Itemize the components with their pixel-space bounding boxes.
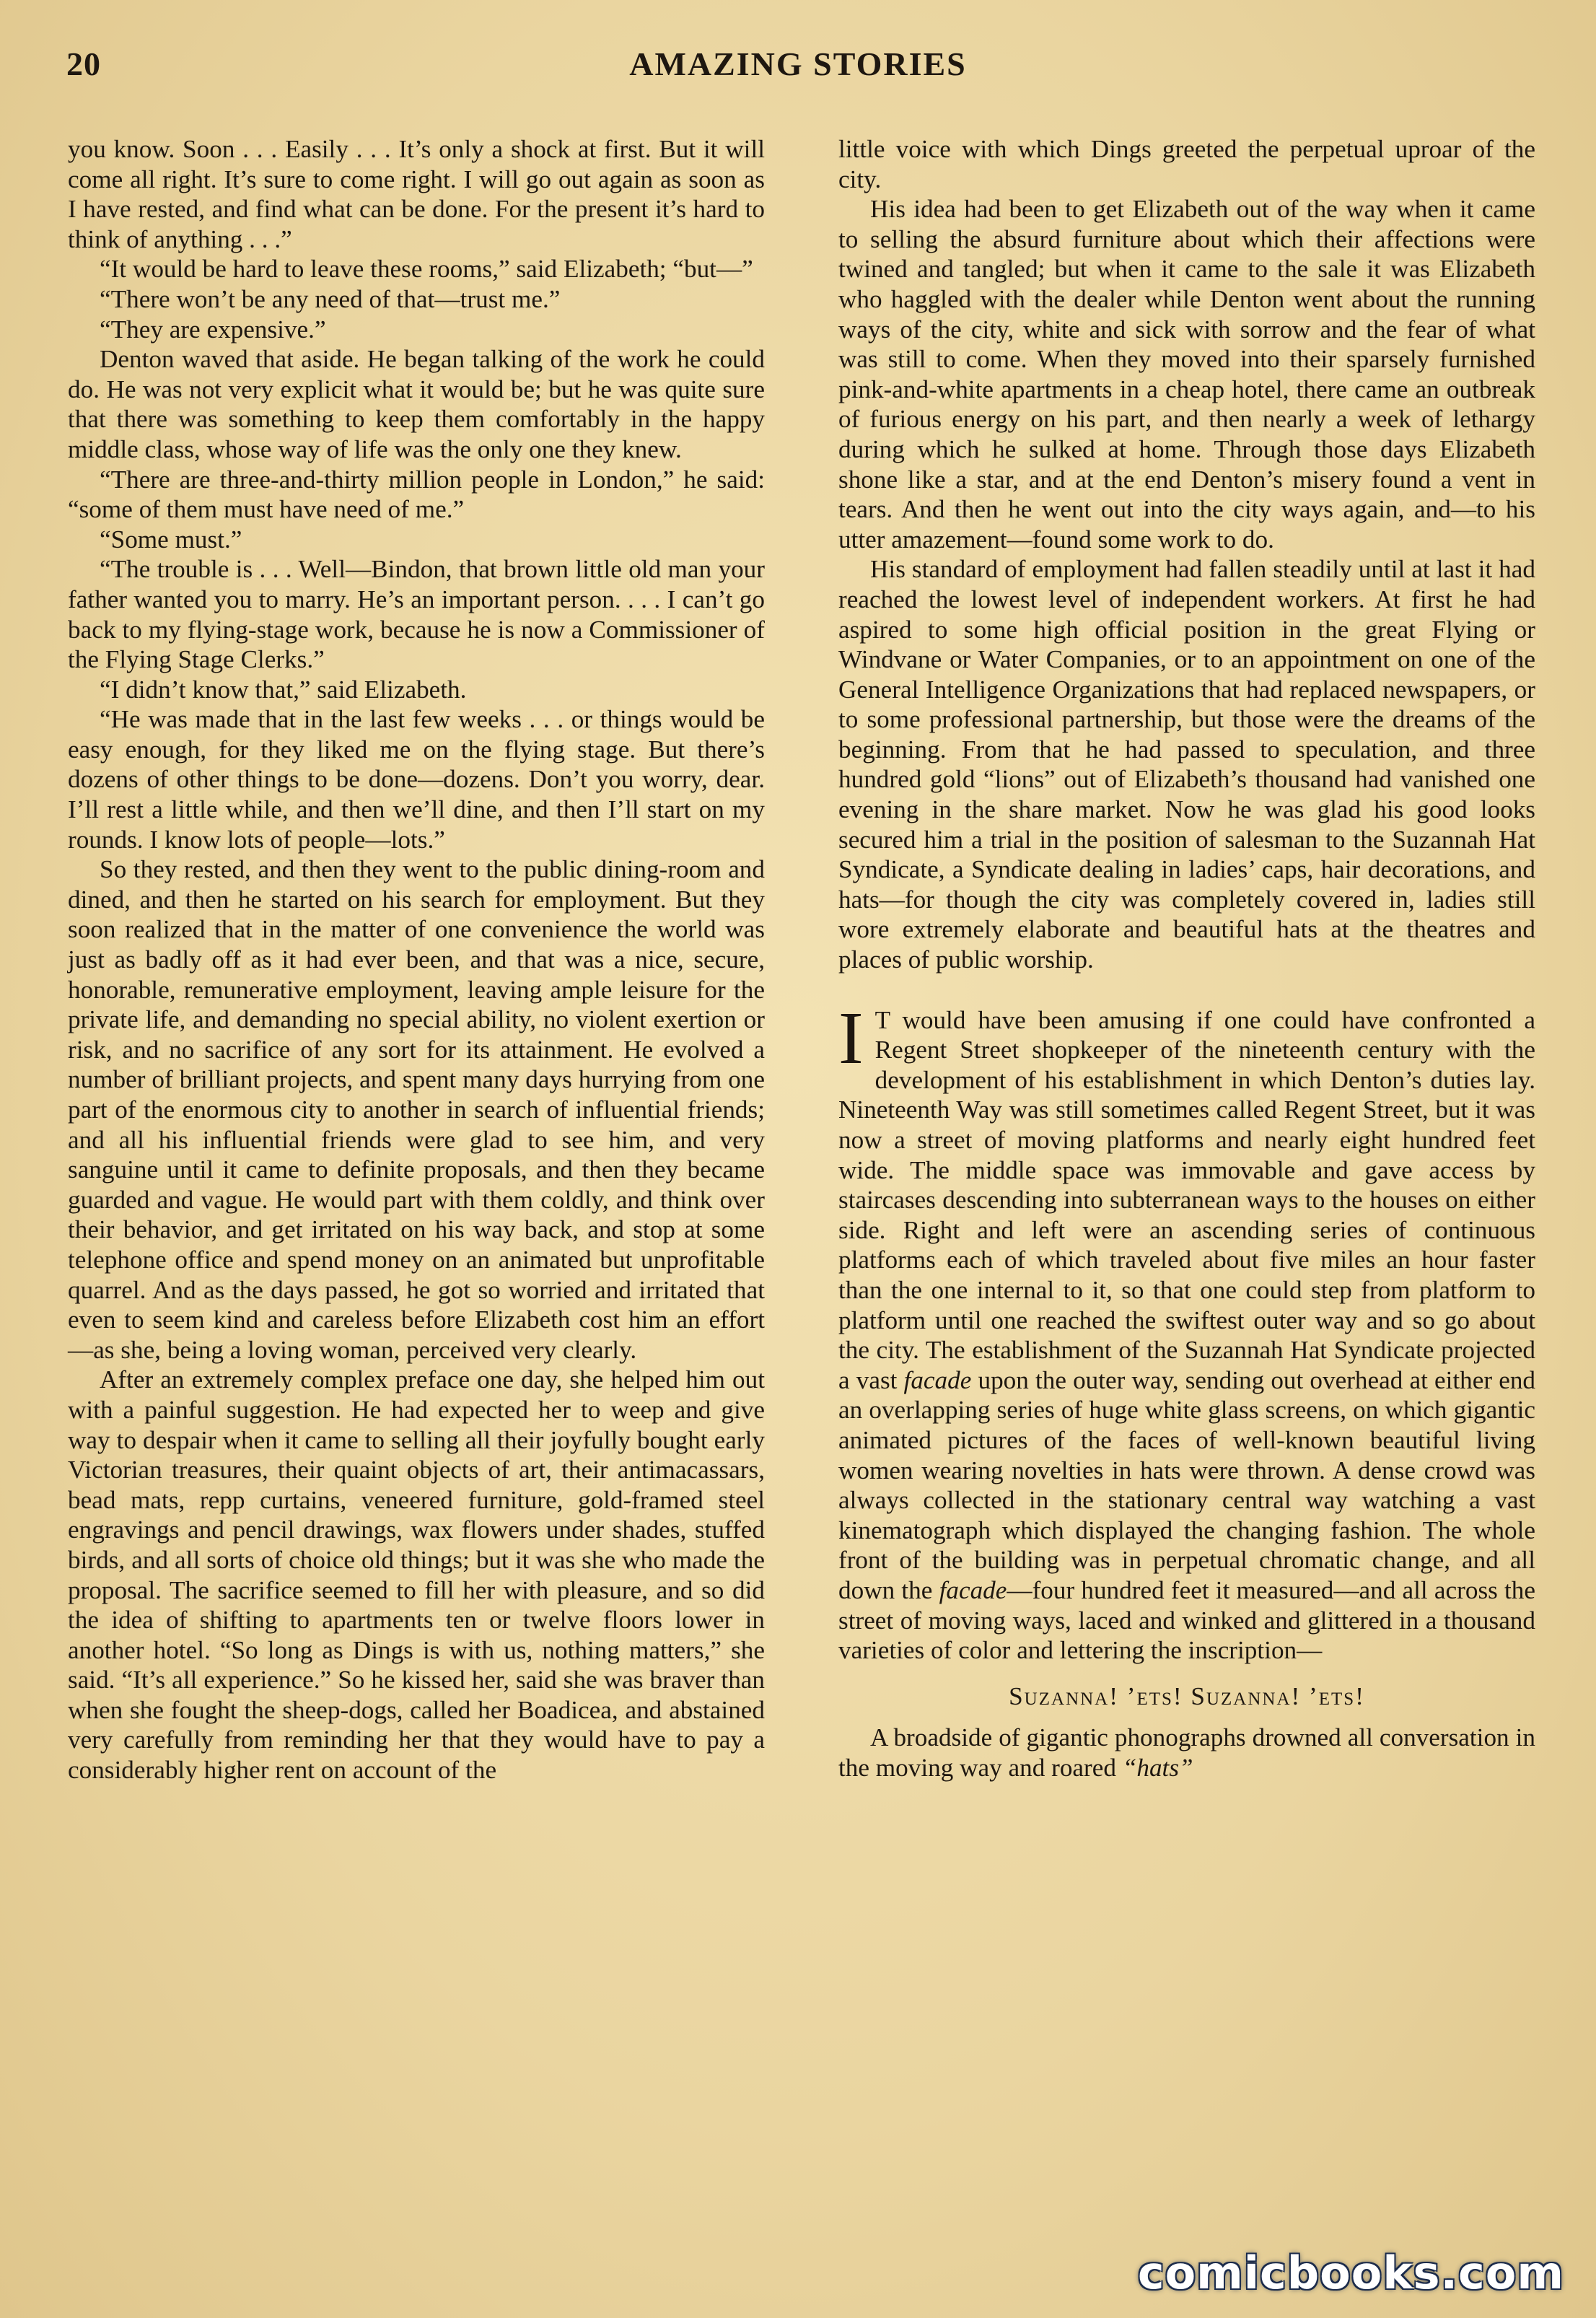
italic-word: facade <box>903 1365 972 1394</box>
italic-word: “hats” <box>1122 1753 1193 1782</box>
paragraph: “The trouble is . . . Well—Bindon, that brown little old man your father wanted you to marry. He’s an important person. . . . I can’t go back to my flying-stage work, because he is now a Commissioner of the Flying Stage Clerks.” <box>68 555 765 674</box>
paragraph: His idea had been to get Elizabeth out of the way when it came to selling the absurd furniture about which their affections were twined and tangled; but when it came to the sale it was Elizabeth who haggled with the dealer while Denton went about the running ways of the city, white and sick with sorrow and the fear of what was still to come. When they moved into their sparsely furnished pink-and-white apartments in a cheap hotel, there came an outbreak of furious energy on his part, and then nearly a week of lethargy during which he sulked at home. Through those days Elizabeth shone like a star, and at the end Denton’s misery found a vent in tears. And then he went out into the city ways again, and—to his utter amazement—found some work to do. <box>838 195 1535 554</box>
watermark: comicbooks.com <box>1137 2247 1564 2299</box>
paragraph: “He was made that in the last few weeks . . . or things would be easy enough, for they liked me on the flying stage. But there’s dozens of other things to be done—dozens. Don’t you worry, dear. I’ll rest a little while, and then we’ll dine, and then I’ll start on my rounds. I know lots of people—lots.” <box>68 705 765 854</box>
left-column <box>68 134 765 1785</box>
paragraph-text: T would have been amusing if one could have confronted a Regent Street shopkeeper of the nineteenth century with the development of his establishment in which Denton’s duties lay. Nineteenth Way was still sometimes called Regent Street, but it was now a street of moving platforms and nearly eight hundred feet wide. The middle space was immovable and gave access by staircases descending into subterranean ways to the houses on either side. Right and left were an ascending series of continuous platforms each of which traveled about five miles an hour faster than the one internal to it, so that one could step from platform to platform until one reached the swiftest outer way and so go about the city. The establishment of the Suzannah Hat Syndicate projected a vast <box>838 1005 1535 1394</box>
paragraph: “They are expensive.” <box>100 315 326 344</box>
right-column <box>838 134 1535 1783</box>
page-header <box>66 40 1530 91</box>
paragraph <box>838 1723 1535 1783</box>
paragraph-text: —four hundred feet it measured—and all across the street of moving ways, laced and winked and glittered in a thousand varieties of color and lettering the inscription— <box>838 1575 1536 1665</box>
paragraph: So they rested, and then they went to the public dining-room and dined, and then he started on his search for employment. But they soon realized that in the matter of one convenience the world was just as badly off as it had ever been, and that was a nice, secure, honorable, remunerative employment, leaving ample leisure for the private life, and demanding no special ability, no violent exertion or risk, and no sacrifice of any sort for its attainment. He evolved a number of brilliant projects, and spent many days hurrying from one part of the enormous city to another in search of influential friends; and all his influential friends were glad to see him, and very sanguine until it came to definite proposals, and then they became guarded and vague. He would part with them coldly, and think over their behavior, and get irritated on his way back, and stop at some telephone office and spend money on an animated but unprofitable quarrel. And as the days passed, he got so worried and irritated that even to seem kind and careless before Elizabeth cost him an effort—as she, being a loving woman, perceived very clearly. <box>68 855 765 1364</box>
italic-word: facade <box>939 1575 1007 1604</box>
section-opening-paragraph <box>838 996 1536 1666</box>
paragraph: “Some must.” <box>100 525 242 554</box>
drop-cap: I <box>838 996 864 1080</box>
paragraph: “There are three-and-thirty million people in London,” he said: “some of them must have need of me.” <box>68 465 765 524</box>
paragraph: you know. Soon . . . Easily . . . It’s only a shock at first. But it will come all right. It’s sure to come right. I will go out again as soon as I have rested, and find what can be done. For the present it’s hard to think of anything . . .” <box>68 135 765 253</box>
paragraph: Denton waved that aside. He began talking of the work he could do. He was not very explicit what it would be; but he was quite sure that there was something to keep them comfortably in the happy middle class, whose way of life was the only one they knew. <box>68 345 765 463</box>
paragraph: His standard of employment had fallen steadily until at last it had reached the lowest level of independent workers. At first he had aspired to some high official position in the great Flying or Windvane or Water Companies, or to an appointment on one of the General Intelligence Organizations that had replaced newspapers, or to some professional partnership, but those were the dreams of the beginning. From that he had passed to speculation, and three hundred gold “lions” out of Elizabeth’s thousand had vanished one evening in the share market. Now he was glad his good looks secured him a trial in the position of salesman to the Suzannah Hat Syndicate, a Syndicate dealing in ladies’ caps, hair decorations, and hats—for though the city was completely covered in, ladies still wore extremely elaborate and beautiful hats at the theatres and places of public worship. <box>838 555 1535 974</box>
paragraph: “There won’t be any need of that—trust me.” <box>100 284 561 313</box>
paragraph: “It would be hard to leave these rooms,” said Elizabeth; “but—” <box>100 255 753 284</box>
running-head: AMAZING STORIES <box>629 45 967 82</box>
inscription: Suzanna! ’ets! Suzanna! ’ets! <box>1009 1681 1365 1710</box>
paragraph: After an extremely complex preface one day, she helped him out with a painful suggestion. He had expected her to weep and give way to despair when it came to selling all their joyfully bought early Victorian treasures, their quaint objects of art, their antimacassars, bead mats, repp curtains, veneered furniture, gold-framed steel engravings and pencil drawings, wax flowers under shades, stuffed birds, and all sorts of choice old things; but it was she who made the proposal. The sacrifice seemed to fill her with pleasure, and so did the idea of shifting to apartments ten or twelve floors lower in another hotel. “So long as Dings is with us, nothing matters,” she said. “It’s all experience.” So he kissed her, said she was braver than when she fought the sheep-dogs, called her Boadicea, and abstained very carefully from reminding her that they would have to pay a considerably higher rent on account of the <box>68 1365 765 1785</box>
paragraph-text: A broadside of gigantic phonographs drowned all conversation in the moving way and roared <box>838 1723 1535 1782</box>
paragraph: “I didn’t know that,” said Elizabeth. <box>100 675 467 704</box>
paragraph-text: upon the outer way, sending out overhead at either end an overlapping series of huge white glass screens, on which gigantic animated pictures of the faces of well-known beautiful living women wearing novelties in hats were thrown. A dense crowd was always collected in the stationary central way watching a vast kinematograph which displayed the changing fashion. The whole front of the building was in perpetual chromatic change, and all down the <box>838 1365 1536 1604</box>
paragraph: little voice with which Dings greeted the perpetual uproar of the city. <box>838 135 1535 193</box>
page-number: 20 <box>66 45 101 82</box>
